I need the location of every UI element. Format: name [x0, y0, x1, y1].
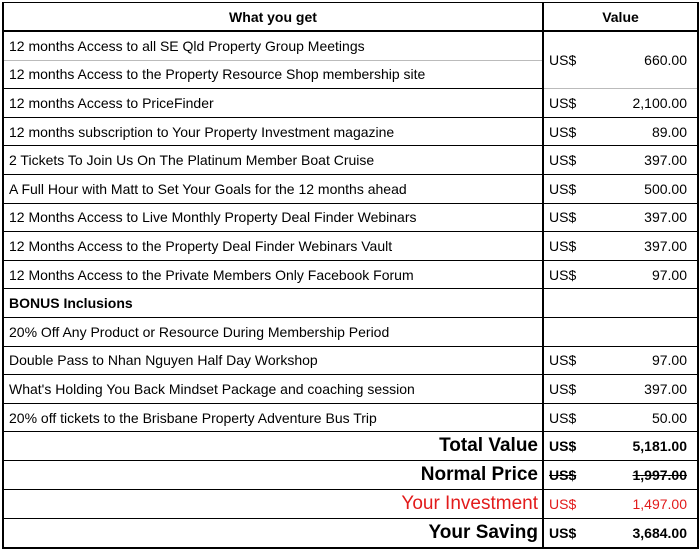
bonus-inclusions-heading: BONUS Inclusions: [3, 289, 543, 318]
item-currency: US$: [543, 31, 603, 89]
your-investment-currency: US$: [543, 490, 603, 519]
item-desc: 12 Months Access to the Property Deal Finder Webinars Vault: [3, 232, 543, 261]
value-table: [2, 2, 699, 549]
item-currency: US$: [543, 117, 603, 146]
total-value-currency: US$: [543, 432, 603, 461]
your-investment-label: Your Investment: [3, 490, 543, 519]
table-row: [3, 289, 698, 318]
item-currency: US$: [543, 375, 603, 404]
item-amount: 397.00: [603, 375, 698, 404]
item-desc: 12 months Access to PriceFinder: [3, 89, 543, 118]
item-desc: Double Pass to Nhan Nguyen Half Day Workshop: [3, 346, 543, 375]
item-desc: 12 months Access to the Property Resource Shop membership site: [3, 60, 543, 89]
item-amount: 50.00: [603, 403, 698, 432]
table-row: [3, 346, 698, 375]
item-amount: 397.00: [603, 146, 698, 175]
table-row: [3, 403, 698, 432]
table-row: [3, 375, 698, 404]
item-amount: 397.00: [603, 232, 698, 261]
header-what-you-get: What you get: [3, 3, 543, 32]
normal-price-amount: 1,997.00: [603, 461, 698, 490]
table-row: [3, 146, 698, 175]
item-currency: US$: [543, 346, 603, 375]
item-amount: 2,100.00: [603, 89, 698, 118]
table-row: [3, 203, 698, 232]
table-header-row: [3, 3, 698, 32]
normal-price-currency: US$: [543, 461, 603, 490]
item-desc: 20% Off Any Product or Resource During Membership Period: [3, 317, 543, 346]
table-row: [3, 232, 698, 261]
table-row: [3, 117, 698, 146]
item-desc: 12 Months Access to the Private Members Only Facebook Forum: [3, 260, 543, 289]
your-investment-amount: 1,497.00: [603, 490, 698, 519]
your-saving-row: [3, 519, 698, 549]
item-amount: 660.00: [603, 31, 698, 89]
table-row: [3, 89, 698, 118]
item-currency: US$: [543, 260, 603, 289]
item-desc: 12 months subscription to Your Property Investment magazine: [3, 117, 543, 146]
table-row: [3, 174, 698, 203]
your-saving-amount: 3,684.00: [603, 519, 698, 549]
your-saving-currency: US$: [543, 519, 603, 549]
item-amount: 397.00: [603, 203, 698, 232]
item-currency: US$: [543, 203, 603, 232]
item-currency: US$: [543, 174, 603, 203]
total-value-amount: 5,181.00: [603, 432, 698, 461]
table-row: [3, 317, 698, 346]
item-desc: 20% off tickets to the Brisbane Property Adventure Bus Trip: [3, 403, 543, 432]
empty-value-cell: [543, 289, 698, 318]
item-amount: 97.00: [603, 260, 698, 289]
normal-price-row: [3, 461, 698, 490]
item-desc: A Full Hour with Matt to Set Your Goals for the 12 months ahead: [3, 174, 543, 203]
item-desc: 12 months Access to all SE Qld Property Group Meetings: [3, 31, 543, 60]
your-investment-row: [3, 490, 698, 519]
total-value-label: Total Value: [3, 432, 543, 461]
header-value: Value: [543, 3, 698, 32]
table-row: [3, 31, 698, 60]
item-amount: 89.00: [603, 117, 698, 146]
item-desc: 12 Months Access to Live Monthly Property Deal Finder Webinars: [3, 203, 543, 232]
item-amount: 500.00: [603, 174, 698, 203]
item-currency: US$: [543, 232, 603, 261]
empty-value-cell: [543, 317, 698, 346]
your-saving-label: Your Saving: [3, 519, 543, 549]
item-amount: 97.00: [603, 346, 698, 375]
normal-price-label: Normal Price: [3, 461, 543, 490]
item-currency: US$: [543, 403, 603, 432]
item-desc: 2 Tickets To Join Us On The Platinum Member Boat Cruise: [3, 146, 543, 175]
table-row: [3, 260, 698, 289]
item-desc: What's Holding You Back Mindset Package and coaching session: [3, 375, 543, 404]
total-value-row: [3, 432, 698, 461]
item-currency: US$: [543, 146, 603, 175]
item-currency: US$: [543, 89, 603, 118]
